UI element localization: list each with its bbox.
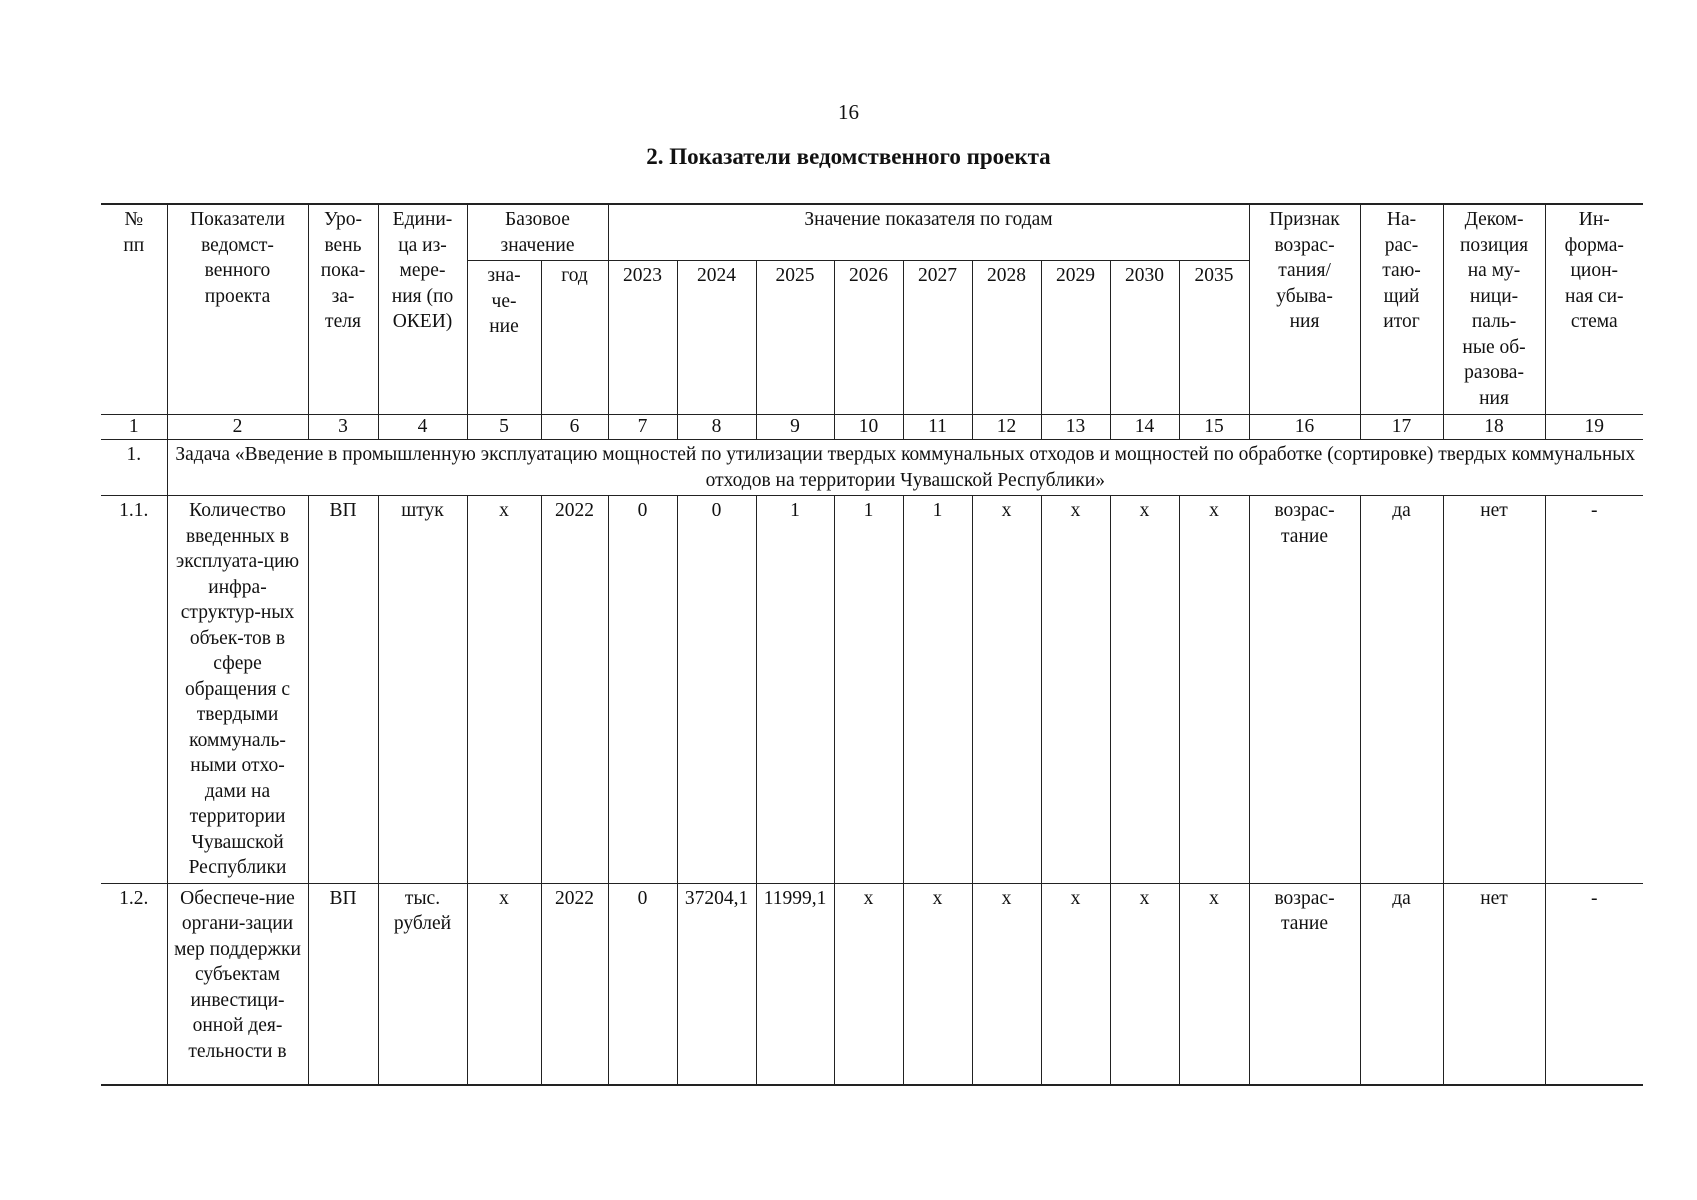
header-level: Уро- вень пока- за- теля	[308, 204, 378, 415]
header-trend: Признак возрас- тания/ убыва- ния	[1249, 204, 1360, 415]
page-title: 2. Показатели ведомственного проекта	[646, 144, 1051, 169]
year-value: 0	[608, 496, 677, 884]
header-decomposition: Деком- позиция на му- ници- паль- ные об- разова- ния	[1443, 204, 1545, 415]
header-years: Значение показателя по годам	[608, 204, 1249, 261]
decomposition: нет	[1443, 496, 1545, 884]
task-row	[101, 440, 1643, 496]
indicator-level: ВП	[308, 496, 378, 884]
base-year: 2022	[541, 883, 608, 1085]
header-base-value: зна- че- ние	[467, 261, 541, 415]
column-number: 19	[1545, 415, 1643, 440]
info-system: -	[1545, 496, 1643, 884]
base-value: х	[467, 883, 541, 1085]
header-base-year: год	[541, 261, 608, 415]
column-number: 12	[972, 415, 1041, 440]
year-value: 1	[834, 496, 903, 884]
header-base: Базовое значение	[467, 204, 608, 261]
year-value: 1	[903, 496, 972, 884]
year-value: 0	[677, 496, 756, 884]
year-value: 37204,1	[677, 883, 756, 1085]
column-numbers-row	[101, 415, 1643, 440]
header-cumulative: На- рас- таю- щий итог	[1360, 204, 1443, 415]
header-num: № пп	[101, 204, 167, 415]
column-number: 3	[308, 415, 378, 440]
row-number: 1.1.	[101, 496, 167, 884]
header-year: 2026	[834, 261, 903, 415]
header-indicator: Показатели ведомст- венного проекта	[167, 204, 308, 415]
header-year: 2030	[1110, 261, 1179, 415]
cumulative: да	[1360, 496, 1443, 884]
year-value: х	[972, 496, 1041, 884]
trend: возрас- тание	[1249, 883, 1360, 1085]
column-number: 2	[167, 415, 308, 440]
base-year: 2022	[541, 496, 608, 884]
column-number: 7	[608, 415, 677, 440]
header-unit: Едини- ца из- мере- ния (по ОКЕИ)	[378, 204, 467, 415]
indicator-level: ВП	[308, 883, 378, 1085]
year-value: х	[1179, 496, 1249, 884]
year-value: х	[1179, 883, 1249, 1085]
column-number: 11	[903, 415, 972, 440]
header-year: 2027	[903, 261, 972, 415]
task-number: 1.	[101, 440, 167, 496]
year-value: х	[972, 883, 1041, 1085]
column-number: 17	[1360, 415, 1443, 440]
trend: возрас- тание	[1249, 496, 1360, 884]
column-number: 13	[1041, 415, 1110, 440]
year-value: 1	[756, 496, 834, 884]
year-value: х	[1041, 496, 1110, 884]
header-year: 2029	[1041, 261, 1110, 415]
column-number: 9	[756, 415, 834, 440]
column-number: 16	[1249, 415, 1360, 440]
indicator-name: Обеспече-ние органи-зации мер поддержки субъектам инвестици-онной дея-тельности в	[167, 883, 308, 1085]
column-number: 10	[834, 415, 903, 440]
row-number: 1.2.	[101, 883, 167, 1085]
header-year: 2023	[608, 261, 677, 415]
column-number: 6	[541, 415, 608, 440]
column-number: 5	[467, 415, 541, 440]
indicator-name: Количество введенных в эксплуата-цию инфра-структур-ных объек-тов в сфере обращения с твердыми коммуналь-ными отхо-дами на территории Чувашской Республики	[167, 496, 308, 884]
header-row-1	[101, 204, 1643, 261]
cumulative: да	[1360, 883, 1443, 1085]
decomposition: нет	[1443, 883, 1545, 1085]
year-value: х	[1110, 883, 1179, 1085]
table-row	[101, 883, 1643, 1085]
info-system: -	[1545, 883, 1643, 1085]
column-number: 4	[378, 415, 467, 440]
year-value: 0	[608, 883, 677, 1085]
column-number: 18	[1443, 415, 1545, 440]
column-number: 15	[1179, 415, 1249, 440]
year-value: 11999,1	[756, 883, 834, 1085]
unit: штук	[378, 496, 467, 884]
task-text: Задача «Введение в промышленную эксплуатацию мощностей по утилизации твердых коммунальных отходов и мощностей по обработке (сортировке) твердых коммунальных отходов на территории Чувашской Республики»	[167, 440, 1643, 496]
header-year: 2035	[1179, 261, 1249, 415]
base-value: х	[467, 496, 541, 884]
column-number: 8	[677, 415, 756, 440]
unit: тыс. рублей	[378, 883, 467, 1085]
table-row	[101, 496, 1643, 884]
year-value: х	[834, 883, 903, 1085]
column-number: 1	[101, 415, 167, 440]
year-value: х	[1041, 883, 1110, 1085]
header-year: 2028	[972, 261, 1041, 415]
page-number: 16	[838, 100, 859, 124]
indicators-table	[101, 203, 1643, 1086]
column-number: 14	[1110, 415, 1179, 440]
header-info-system: Ин- форма- цион- ная си- стема	[1545, 204, 1643, 415]
year-value: х	[903, 883, 972, 1085]
year-value: х	[1110, 496, 1179, 884]
header-year: 2025	[756, 261, 834, 415]
header-year: 2024	[677, 261, 756, 415]
